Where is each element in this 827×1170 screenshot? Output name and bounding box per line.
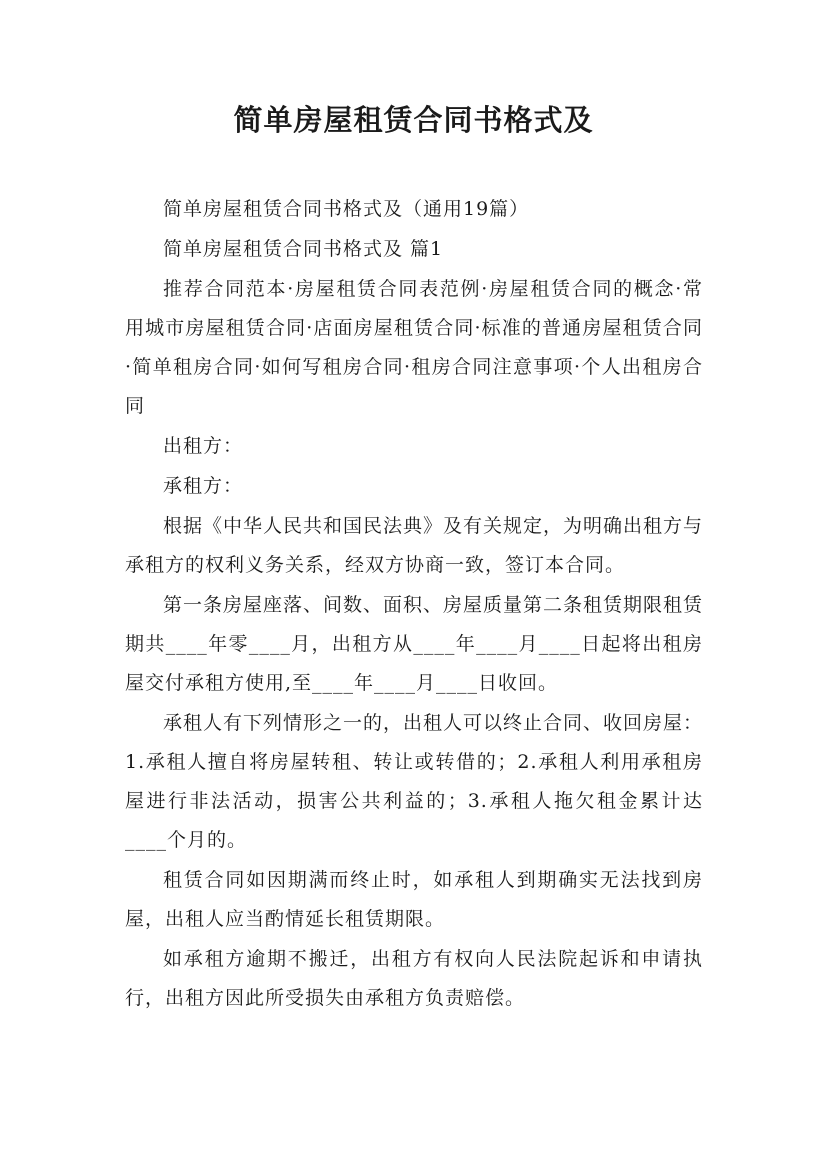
subtitle-paragraph: 简单房屋租赁合同书格式及（通用19篇） — [163, 198, 530, 220]
article-one-paragraph: 第一条房屋座落、间数、面积、房屋质量第二条租赁期限租赁期共____年零____月，出租方从____年____月____日起将出租房屋交付承租方使用,至____年____月____日收回。 — [125, 594, 704, 694]
preamble-paragraph: 根据《中华人民共和国民法典》及有关规定，为明确出租方与承租方的权利义务关系，经双方协商一致，签订本合同。 — [125, 515, 704, 576]
document-title: 简单房屋租赁合同书格式及 — [233, 103, 594, 137]
overdue-paragraph: 如承租方逾期不搬迁，出租方有权向人民法院起诉和申请执行，出租方因此所受损失由承租方负责赔偿。 — [125, 948, 703, 1009]
lessor-field: 出租方： — [163, 435, 244, 457]
termination-paragraph: 承租人有下列情形之一的，出租人可以终止合同、收回房屋：1.承租人擅自将房屋转租、转让或转借的；2.承租人利用承租房屋进行非法活动，损害公共利益的；3.承租人拖欠租金累计达____个月的。 — [125, 712, 704, 851]
recommended-templates-paragraph: 推荐合同范本·房屋租赁合同表范例·房屋租赁合同的概念·常用城市房屋租赁合同·店面房屋租赁合同·标准的普通房屋租赁合同·简单租房合同·如何写租房合同·租房合同注意事项·个人出租房合同 — [125, 278, 703, 417]
lessee-field: 承租方： — [163, 475, 244, 497]
section-heading: 简单房屋租赁合同书格式及 篇1 — [163, 238, 444, 260]
extension-paragraph: 租赁合同如因期满而终止时，如承租人到期确实无法找到房屋，出租人应当酌情延长租赁期限。 — [125, 869, 703, 930]
document-body — [125, 190, 703, 1019]
